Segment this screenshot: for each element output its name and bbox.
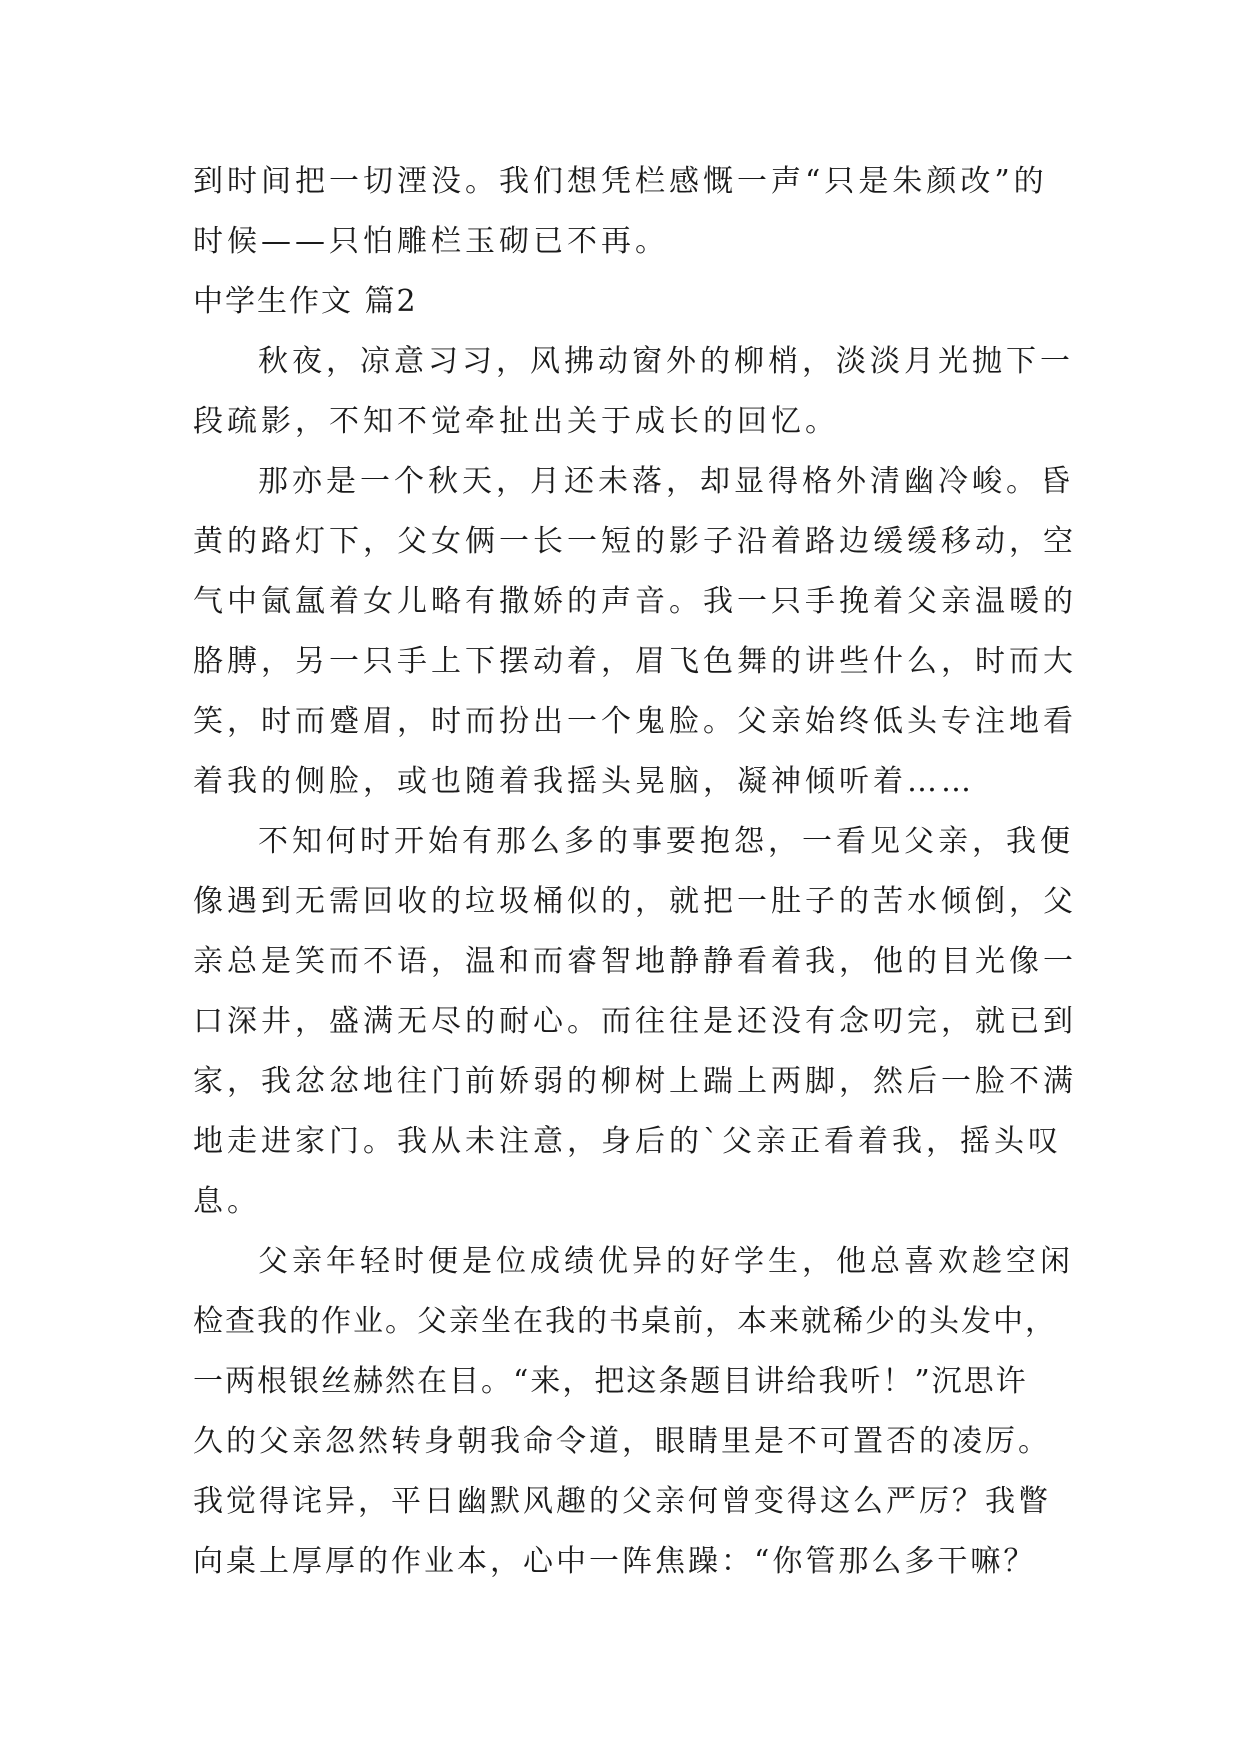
text-line: 胳膊，另一只手上下摆动着，眉飞色舞的讲些什么，时而大 — [193, 644, 1077, 679]
text-line: 一两根银丝赫然在目。“来，把这条题目讲给我听！”沉思许 — [193, 1364, 1028, 1399]
text-line: 久的父亲忽然转身朝我命令道，眼睛里是不可置否的凌厉。 — [193, 1424, 1051, 1459]
text-line: 像遇到无需回收的垃圾桶似的，就把一肚子的苦水倾倒，父 — [193, 884, 1077, 919]
text-line: 黄的路灯下，父女俩一长一短的影子沿着路边缓缓移动，空 — [193, 524, 1077, 559]
text-line: 笑，时而蹙眉，时而扮出一个鬼脸。父亲始终低头专注地看 — [193, 704, 1077, 739]
section-heading: 中学生作文 篇2 — [193, 284, 418, 319]
text-line: 我觉得诧异，平日幽默风趣的父亲何曾变得这么严厉？我瞥 — [193, 1484, 1051, 1519]
text-line: 亲总是笑而不语，温和而睿智地静静看着我，他的目光像一 — [193, 944, 1077, 979]
text-line: 家，我忿忿地往门前娇弱的柳树上踹上两脚，然后一脸不满 — [193, 1064, 1077, 1099]
text-line: 地走进家门。我从未注意，身后的`父亲正看着我，摇头叹 — [193, 1124, 1062, 1159]
text-line: 检查我的作业。父亲坐在我的书桌前，本来就稀少的头发中， — [193, 1304, 1057, 1339]
paragraph-first-line: 秋夜，凉意习习，风拂动窗外的柳梢，淡淡月光抛下一 — [258, 344, 1074, 379]
text-line: 着我的侧脸，或也随着我摇头晃脑，凝神倾听着…… — [193, 764, 975, 799]
paragraph-first-line: 不知何时开始有那么多的事要抱怨，一看见父亲，我便 — [258, 824, 1074, 859]
text-line: 到时间把一切湮没。我们想凭栏感慨一声“只是朱颜改”的 — [193, 164, 1048, 199]
paragraph-first-line: 那亦是一个秋天，月还未落，却显得格外清幽冷峻。昏 — [258, 464, 1074, 499]
text-line: 息。 — [193, 1184, 261, 1219]
paragraph-first-line: 父亲年轻时便是位成绩优异的好学生，他总喜欢趁空闲 — [258, 1244, 1074, 1279]
text-line: 气中氤氲着女儿略有撒娇的声音。我一只手挽着父亲温暖的 — [193, 584, 1077, 619]
text-line: 段疏影，不知不觉牵扯出关于成长的回忆。 — [193, 404, 839, 439]
text-line: 时候——只怕雕栏玉砌已不再。 — [193, 224, 669, 259]
text-line: 口深井，盛满无尽的耐心。而往往是还没有念叨完，就已到 — [193, 1004, 1077, 1039]
text-line: 向桌上厚厚的作业本，心中一阵焦躁：“你管那么多干嘛？ — [193, 1544, 1037, 1579]
